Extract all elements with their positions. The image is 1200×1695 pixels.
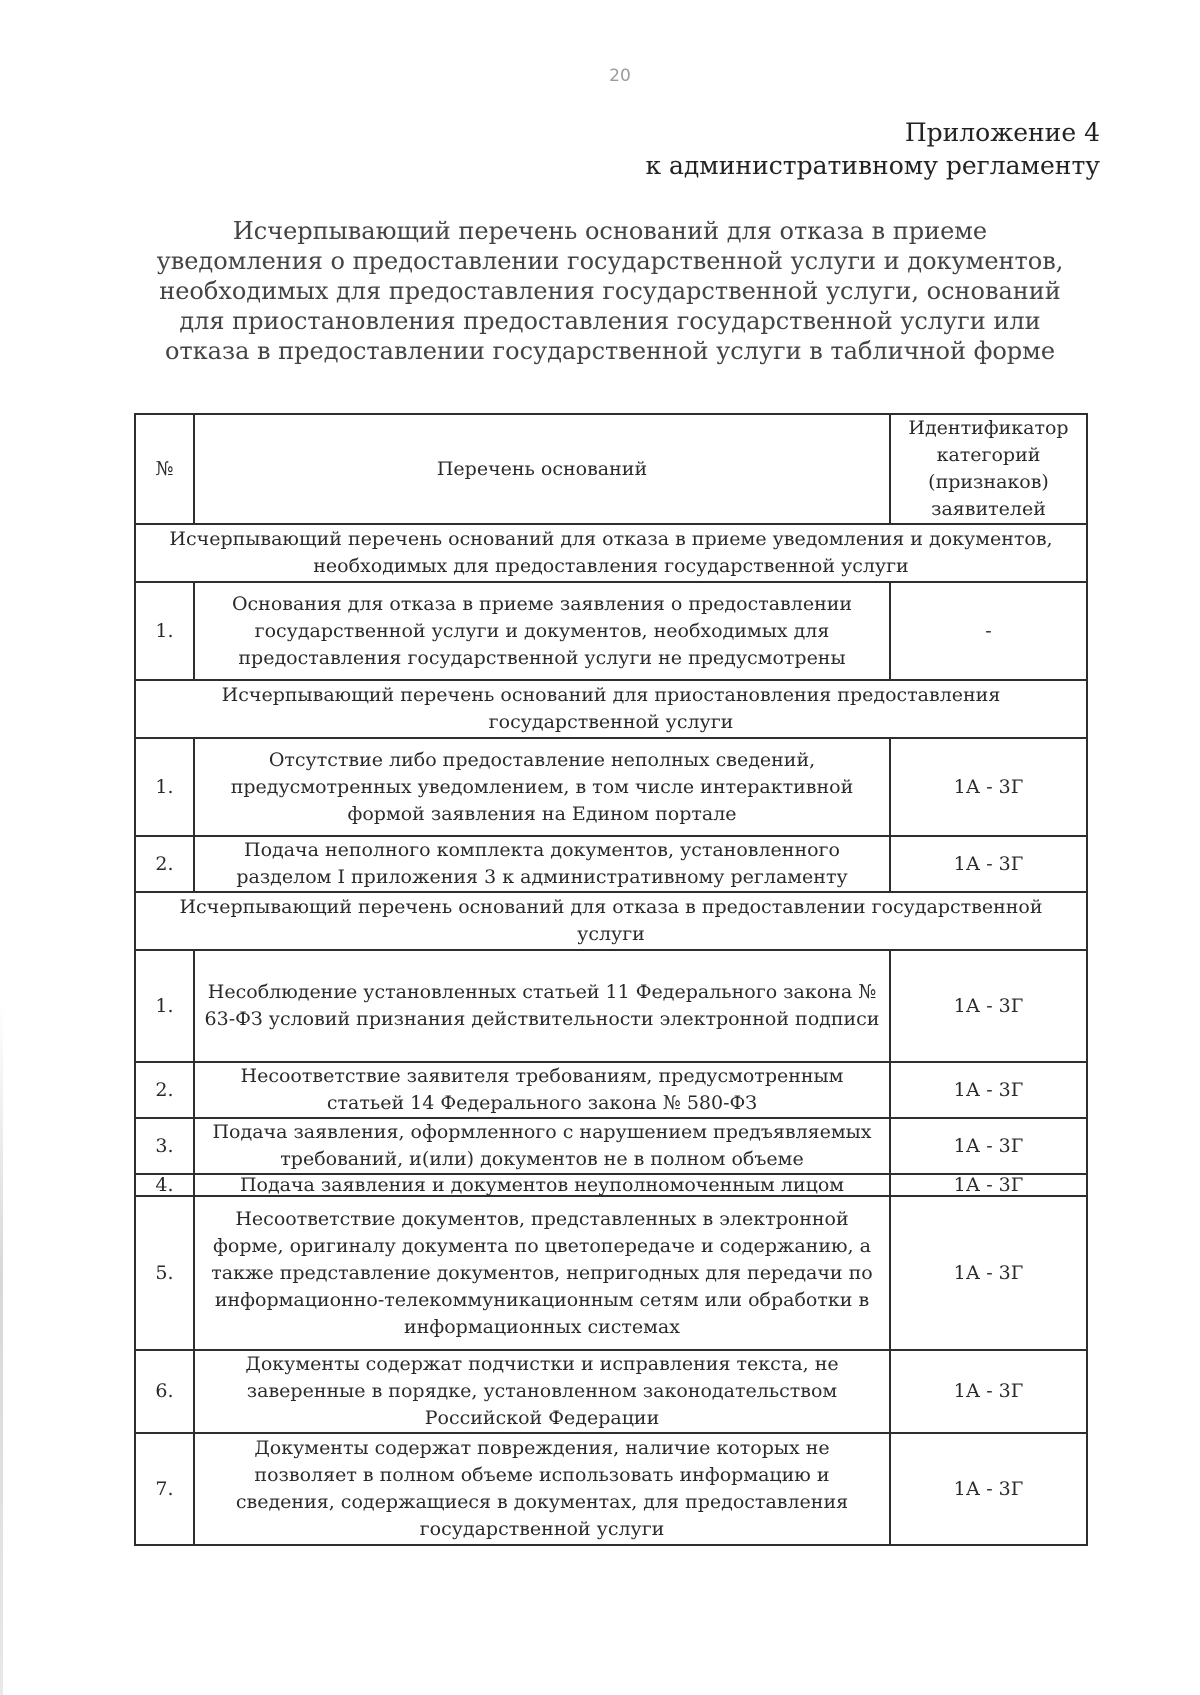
section-row [135, 680, 1087, 738]
row-number: 3. [135, 1118, 194, 1174]
table-row [135, 836, 1087, 892]
row-text: Подача заявления и документов неуполномоченным лицом [194, 1174, 890, 1196]
row-identifier: 1А - 3Г [890, 1196, 1087, 1350]
row-number: 7. [135, 1433, 194, 1545]
grounds-table [134, 413, 1088, 1546]
appendix-line-2: к административному регламенту [645, 151, 1100, 180]
table-row [135, 1433, 1087, 1545]
section-row [135, 524, 1087, 582]
row-identifier: 1А - 3Г [890, 1350, 1087, 1433]
row-text: Несоблюдение установленных статьей 11 Федерального закона № 63-ФЗ условий признания действительности электронной подписи [194, 950, 890, 1062]
row-identifier: 1А - 3Г [890, 738, 1087, 836]
row-number: 2. [135, 836, 194, 892]
document-title: Исчерпывающий перечень оснований для отказа в приеме уведомления о предоставлении государственной услуги и документов, необходимых для предоставления государственной услуги, оснований для приостановления предоставления государственной услуги или отказа в предоставлении государственной услуги в табличной форме [156, 217, 1064, 365]
section-title: Исчерпывающий перечень оснований для отказа в предоставлении государственной услуги [135, 892, 1087, 950]
row-identifier: 1А - 3Г [890, 1174, 1087, 1196]
header-grounds: Перечень оснований [194, 414, 890, 524]
row-text: Несоответствие документов, представленных в электронной форме, оригиналу документа по цветопередаче и содержанию, а также представление документов, непригодных для передачи по информационно-телекоммуникационным сетям или обработки в информационных системах [194, 1196, 890, 1350]
row-number: 1. [135, 738, 194, 836]
section-row [135, 892, 1087, 950]
table-row [135, 1118, 1087, 1174]
table-row [135, 1174, 1087, 1196]
row-text: Отсутствие либо предоставление неполных сведений, предусмотренных уведомлением, в том числе интерактивной формой заявления на Едином портале [194, 738, 890, 836]
row-text: Несоответствие заявителя требованиям, предусмотренным статьей 14 Федерального закона № 580-ФЗ [194, 1062, 890, 1118]
table-row [135, 1350, 1087, 1433]
row-number: 2. [135, 1062, 194, 1118]
section-title: Исчерпывающий перечень оснований для приостановления предоставления государственной услуги [135, 680, 1087, 738]
row-identifier: 1А - 3Г [890, 1062, 1087, 1118]
row-identifier: 1А - 3Г [890, 950, 1087, 1062]
row-text: Основания для отказа в приеме заявления о предоставлении государственной услуги и документов, необходимых для предоставления государственной услуги не предусмотрены [194, 582, 890, 680]
table-row [135, 950, 1087, 1062]
appendix-caption [645, 116, 1100, 182]
section-title: Исчерпывающий перечень оснований для отказа в приеме уведомления и документов, необходимых для предоставления государственной услуги [135, 524, 1087, 582]
header-number: № [135, 414, 194, 524]
row-identifier: 1А - 3Г [890, 836, 1087, 892]
appendix-line-1: Приложение 4 [904, 118, 1100, 147]
row-identifier: 1А - 3Г [890, 1118, 1087, 1174]
scan-edge-shadow [0, 1000, 3, 1695]
table-row [135, 738, 1087, 836]
page-number: 20 [609, 66, 631, 86]
header-identifier: Идентификатор категорий (признаков) заявителей [890, 414, 1087, 524]
row-text: Подача неполного комплекта документов, установленного разделом I приложения 3 к административному регламенту [194, 836, 890, 892]
row-identifier: 1А - 3Г [890, 1433, 1087, 1545]
table-row [135, 582, 1087, 680]
table-row [135, 1196, 1087, 1350]
table-header-row [135, 414, 1087, 524]
row-text: Документы содержат повреждения, наличие которых не позволяет в полном объеме использовать информацию и сведения, содержащиеся в документах, для предоставления государственной услуги [194, 1433, 890, 1545]
row-text: Подача заявления, оформленного с нарушением предъявляемых требований, и(или) документов не в полном объеме [194, 1118, 890, 1174]
row-identifier: - [890, 582, 1087, 680]
row-number: 1. [135, 582, 194, 680]
row-number: 6. [135, 1350, 194, 1433]
row-number: 5. [135, 1196, 194, 1350]
table-row [135, 1062, 1087, 1118]
row-number: 4. [135, 1174, 194, 1196]
row-number: 1. [135, 950, 194, 1062]
row-text: Документы содержат подчистки и исправления текста, не заверенные в порядке, установленном законодательством Российской Федерации [194, 1350, 890, 1433]
